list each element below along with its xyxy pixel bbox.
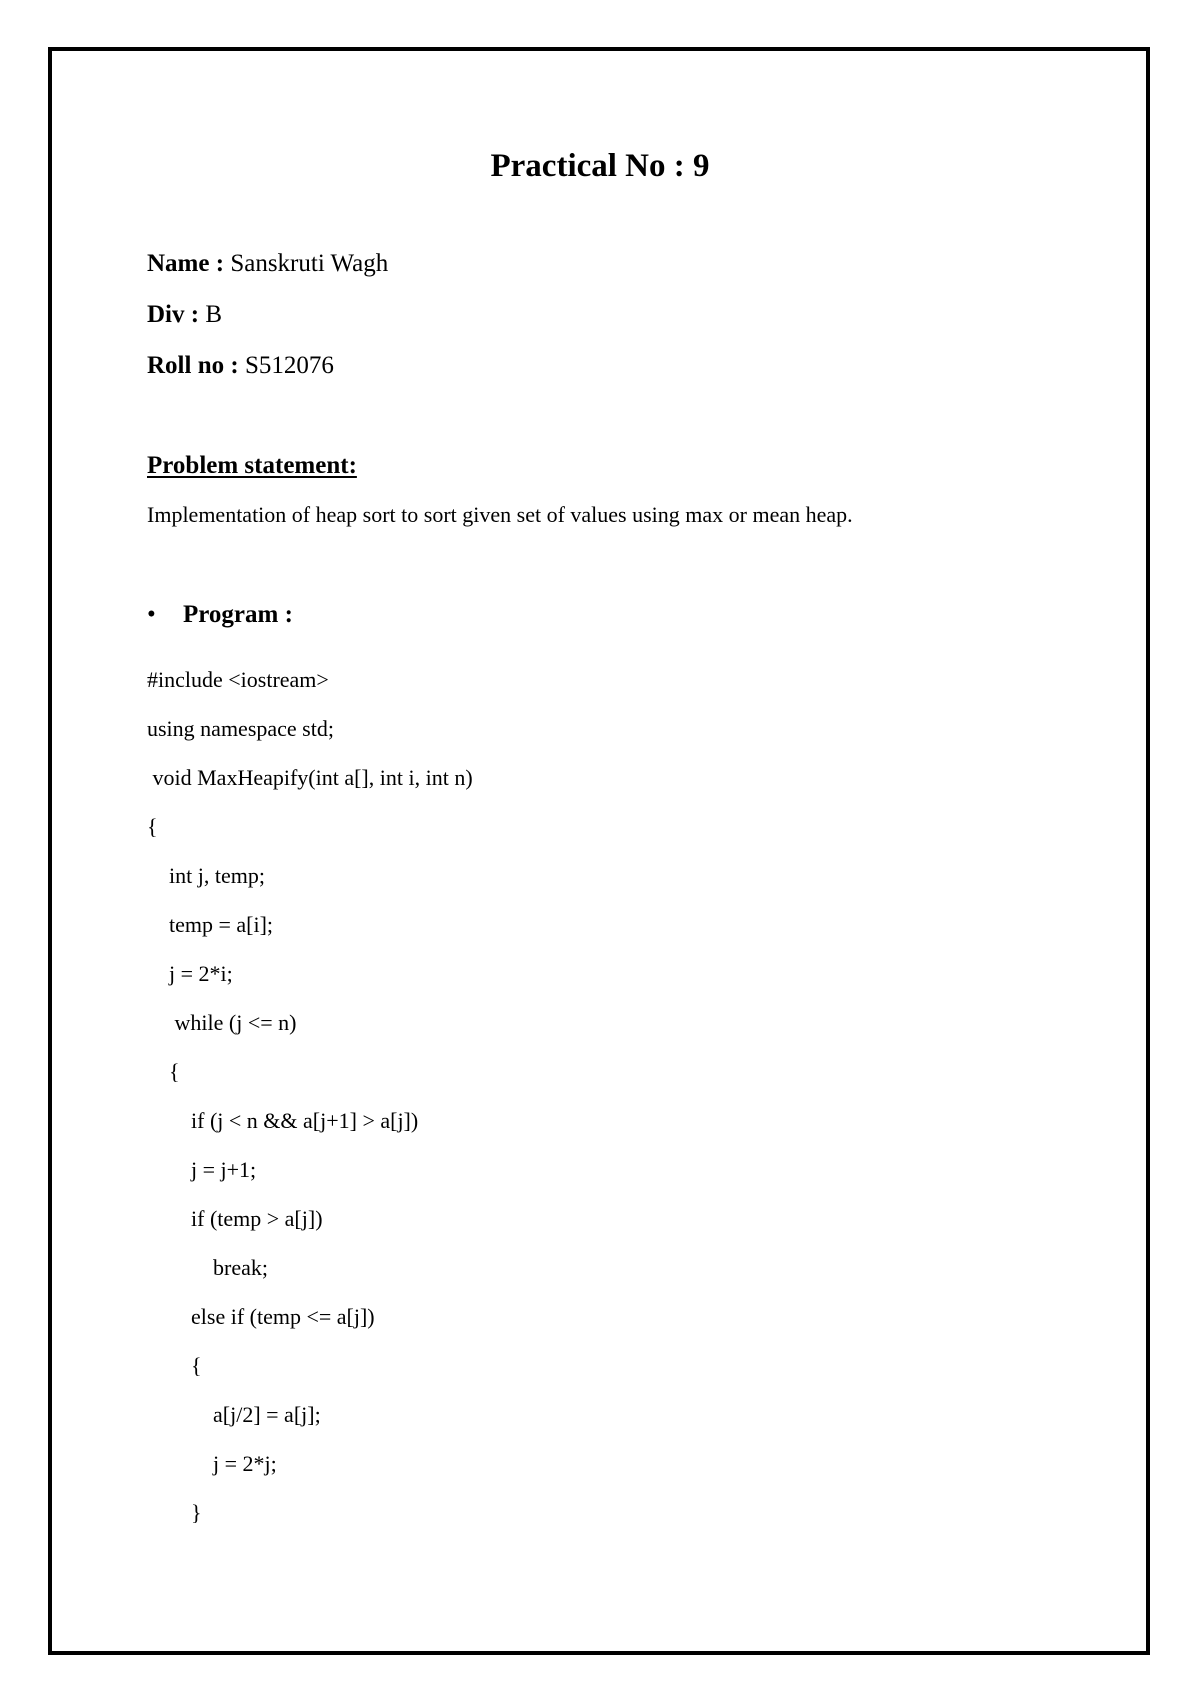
program-heading-label: Program : [183,601,293,628]
code-line: else if (temp <= a[j]) [147,1304,375,1329]
roll-label: Roll no : [147,352,239,379]
roll-value: S512076 [244,352,334,379]
code-line: if (j < n && a[j+1] > a[j]) [147,1108,419,1133]
name-label: Name : [147,250,225,277]
code-line: int j, temp; [147,863,265,888]
code-line: break; [147,1255,268,1280]
code-line: while (j <= n) [147,1010,297,1035]
code-line: { [147,814,158,839]
bullet-icon: • [147,601,156,628]
code-line: } [147,1500,202,1525]
code-line: j = 2*j; [147,1451,277,1476]
problem-heading: Problem statement: [147,452,357,479]
code-line: temp = a[i]; [147,912,274,937]
name-field [147,249,388,279]
code-line: j = 2*i; [147,961,233,986]
code-block [147,666,473,1548]
problem-statement: Implementation of heap sort to sort given set of values using max or mean heap. [147,502,853,527]
code-line: j = j+1; [147,1157,257,1182]
code-line: { [147,1353,202,1378]
div-label: Div : [147,301,200,328]
page-title: Practical No : 9 [490,148,710,184]
div-value: B [205,301,223,328]
code-line: #include <iostream> [147,667,329,692]
code-line: a[j/2] = a[j]; [147,1402,321,1427]
code-line: using namespace std; [147,716,334,741]
program-heading [147,600,293,630]
code-line: void MaxHeapify(int a[], int i, int n) [147,765,473,790]
roll-field [147,351,334,381]
code-line: { [147,1059,180,1084]
div-field [147,300,222,330]
name-value: Sanskruti Wagh [230,250,389,277]
code-line: if (temp > a[j]) [147,1206,323,1231]
